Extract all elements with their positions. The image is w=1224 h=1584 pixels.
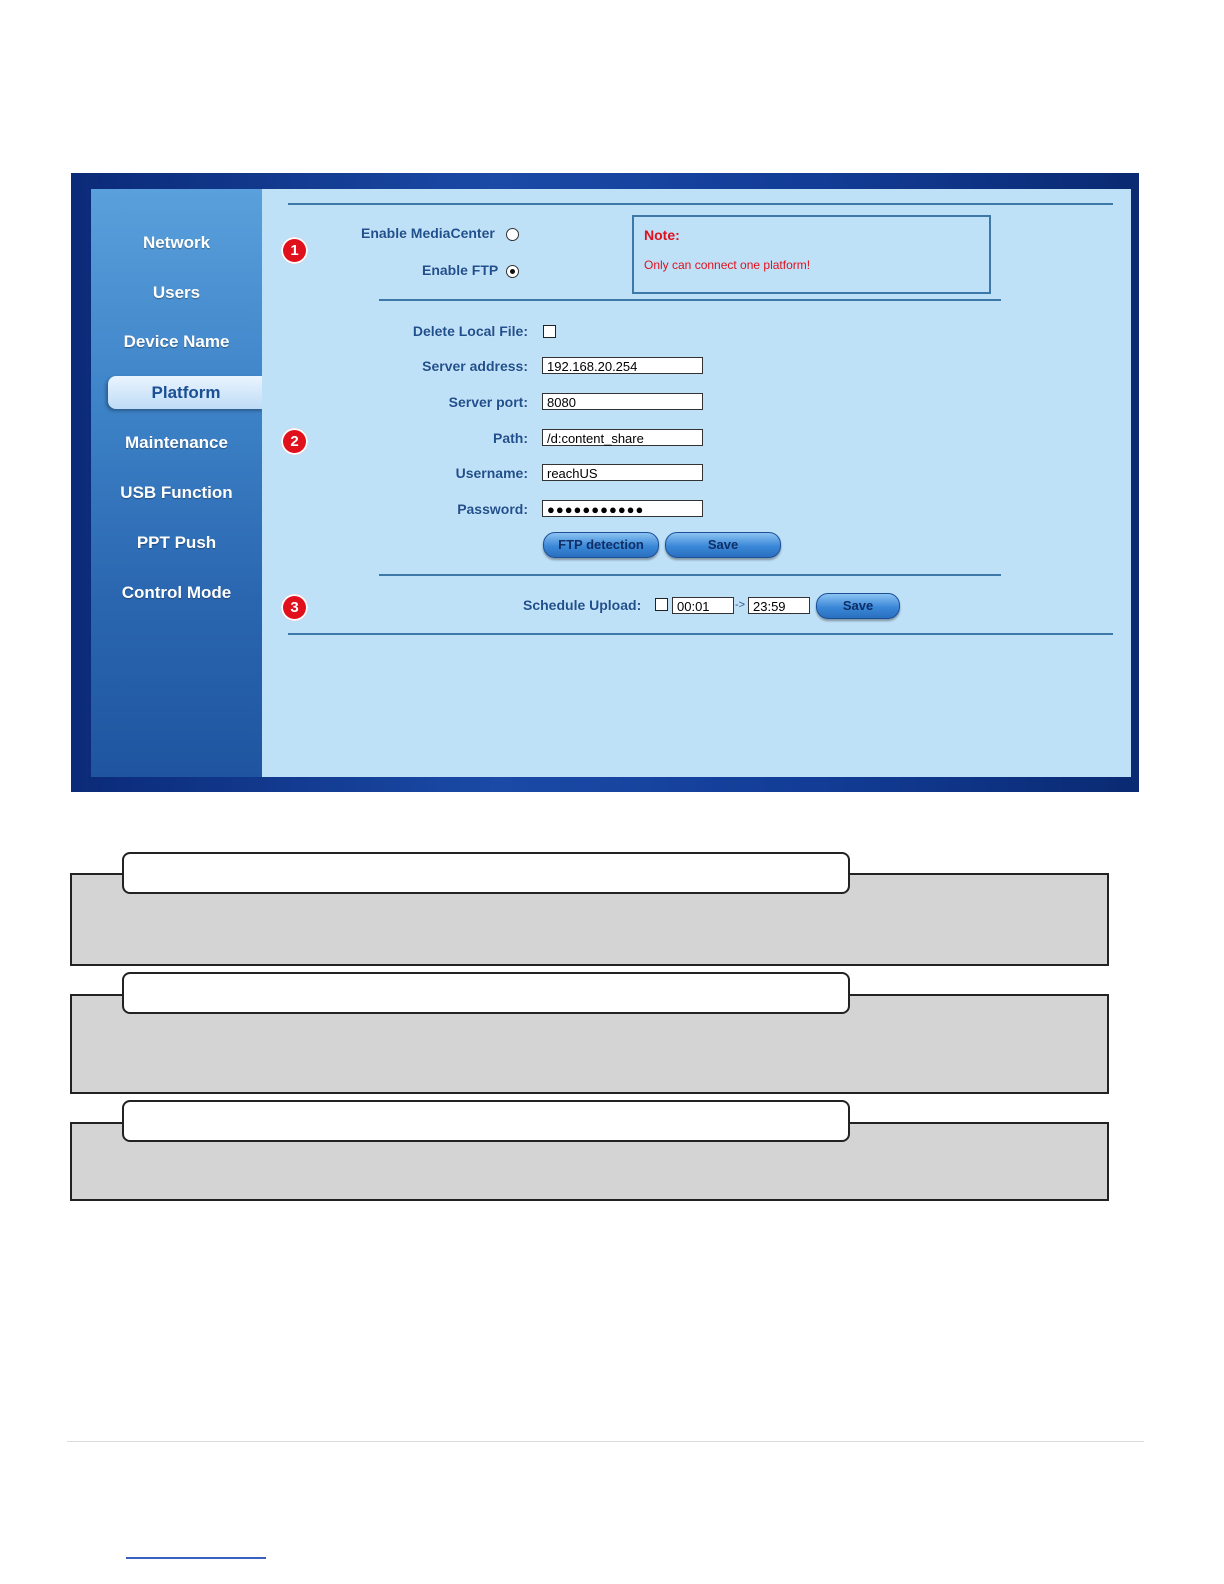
ftp-detection-button[interactable]: FTP detection (543, 532, 659, 558)
delete-local-file-label: Delete Local File: (412, 323, 528, 339)
footer-divider (67, 1441, 1144, 1442)
divider-top (288, 203, 1113, 205)
schedule-start-input[interactable]: 00:01 (672, 597, 734, 614)
sidebar-item-control-mode[interactable]: Control Mode (121, 583, 232, 602)
sidebar-item-users[interactable]: Users (152, 283, 201, 302)
schedule-end-input[interactable]: 23:59 (748, 597, 810, 614)
callout-tab-2 (122, 972, 850, 1014)
username-input[interactable]: reachUS (542, 464, 703, 481)
divider-section-1 (379, 299, 1001, 301)
server-port-label: Server port: (448, 394, 528, 410)
username-label: Username: (455, 465, 528, 481)
delete-local-file-checkbox[interactable] (543, 325, 556, 338)
step-3-badge: 3 (281, 594, 308, 621)
divider-bottom (288, 633, 1113, 635)
callout-tab-1 (122, 852, 850, 894)
path-label: Path: (493, 430, 528, 446)
sidebar-item-platform[interactable]: Platform (108, 376, 264, 409)
path-input[interactable]: /d:content_share (542, 429, 703, 446)
step-2-badge: 2 (281, 428, 308, 455)
sidebar-item-network[interactable]: Network (142, 233, 211, 252)
sidebar-item-ppt-push[interactable]: PPT Push (136, 533, 217, 552)
sidebar-item-usb-function[interactable]: USB Function (120, 483, 233, 502)
enable-mediacenter-label: Enable MediaCenter (361, 225, 495, 241)
enable-ftp-radio[interactable] (506, 265, 519, 278)
server-address-label: Server address: (422, 358, 528, 374)
password-input[interactable]: ●●●●●●●●●●● (542, 500, 703, 517)
schedule-upload-label: Schedule Upload: (523, 597, 642, 613)
footer-link-underline[interactable] (126, 1557, 266, 1559)
note-box (632, 215, 991, 294)
enable-mediacenter-radio[interactable] (506, 228, 519, 241)
schedule-upload-checkbox[interactable] (655, 598, 668, 611)
enable-ftp-label: Enable FTP (422, 262, 499, 278)
sidebar (91, 189, 262, 777)
note-title: Note: (644, 227, 680, 243)
divider-section-2 (379, 574, 1001, 576)
radio-selected-dot (510, 269, 515, 274)
sidebar-item-maintenance[interactable]: Maintenance (125, 433, 228, 452)
callout-tab-3 (122, 1100, 850, 1142)
step-1-badge: 1 (281, 237, 308, 264)
schedule-save-button[interactable]: Save (816, 593, 900, 619)
server-address-input[interactable]: 192.168.20.254 (542, 357, 703, 374)
note-text: Only can connect one platform! (644, 258, 811, 272)
ftp-save-button[interactable]: Save (665, 532, 781, 558)
password-label: Password: (457, 501, 528, 517)
schedule-arrow: -> (735, 599, 746, 611)
server-port-input[interactable]: 8080 (542, 393, 703, 410)
sidebar-item-device-name[interactable]: Device Name (123, 332, 230, 351)
